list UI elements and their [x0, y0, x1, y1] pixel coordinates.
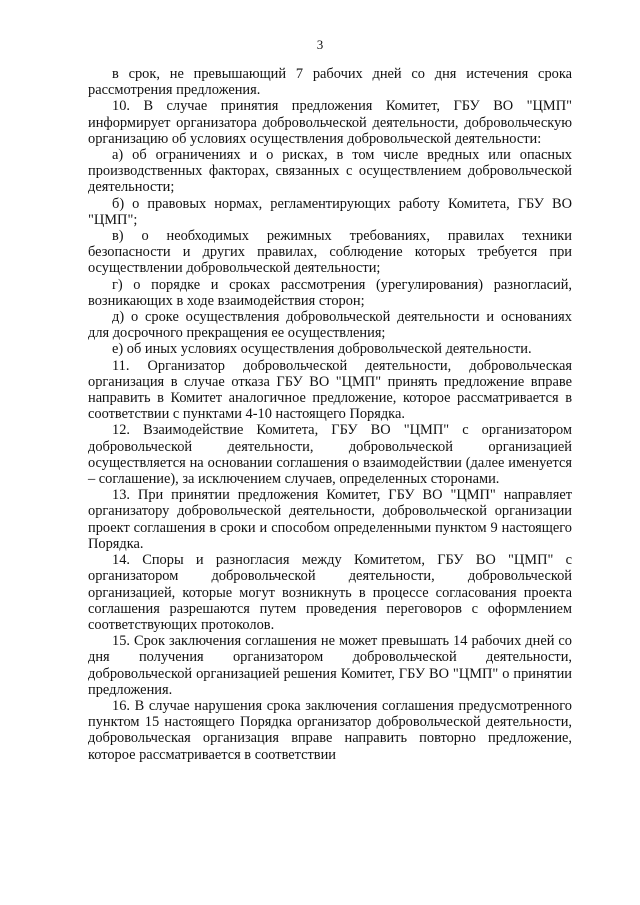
paragraph-11: 11. Организатор добровольческой деятельности, добровольческая организация в случае отказа ГБУ ВО "ЦМП" принять предложение вправе направить в Комитет аналогичное предложение, которое рассматривается в соответствии с пунктами 4-10 настоящего Порядка. [88, 357, 572, 423]
paragraph-10-a: а) об ограничениях и о рисках, в том числе вредных или опасных производственных факторах, связанных с осуществлением добровольческой деятельности; [88, 147, 572, 196]
document-body [88, 66, 572, 763]
paragraph-10-e: е) об иных условиях осуществления добровольческой деятельности. [112, 341, 532, 358]
paragraph-16: 16. В случае нарушения срока заключения соглашения предусмотренного пунктом 15 настоящего Порядка организатор добровольческой деятельности, добровольческая организация вправе направить повторно предложение, которое рассматривается в соответствии [88, 697, 572, 763]
paragraph-14: 14. Споры и разногласия между Комитетом, ГБУ ВО "ЦМП" с организатором добровольческой деятельности, добровольческой организацией, которые могут возникнуть в процессе согласования проекта соглашения разрешаются путем проведения переговоров с оформлением соответствующих протоколов. [88, 552, 572, 633]
paragraph-12: 12. Взаимодействие Комитета, ГБУ ВО "ЦМП" с организатором добровольческой деятельности, добровольческой организацией осуществляется на основании соглашения о взаимодействии (далее именуется – соглашение), за исключением случаев, определенных сторонами. [88, 422, 572, 488]
paragraph-10: 10. В случае принятия предложения Комитет, ГБУ ВО "ЦМП" информирует организатора добровольческой деятельности, добровольческую организацию об условиях осуществления добровольческой деятельности: [88, 98, 572, 147]
paragraph-10-g: г) о порядке и сроках рассмотрения (урегулирования) разногласий, возникающих в ходе взаимодействия сторон; [88, 276, 572, 309]
page-number: 3 [316, 37, 324, 52]
paragraph-13: 13. При принятии предложения Комитет, ГБУ ВО "ЦМП" направляет организатору добровольческой деятельности, добровольческой организации проект соглашения в сроки и способом определенными пунктом 9 настоящего Порядка. [88, 487, 572, 552]
paragraph-10-v: в) о необходимых режимных требованиях, правилах техники безопасности и других правилах, соблюдение которых требуется при осуществлении добровольческой деятельности; [88, 228, 572, 277]
paragraph-15: 15. Срок заключения соглашения не может превышать 14 рабочих дней со дня получения организатором добровольческой деятельности, добровольческой организацией решения Комитет, ГБУ ВО "ЦМП" о принятии предложения. [88, 633, 572, 698]
paragraph-10-b: б) о правовых нормах, регламентирующих работу Комитета, ГБУ ВО "ЦМП"; [88, 195, 572, 228]
paragraph-10-d: д) о сроке осуществления добровольческой деятельности и основаниях для досрочного прекращения ее осуществления; [88, 309, 572, 342]
paragraph-continuation: в срок, не превышающий 7 рабочих дней со дня истечения срока рассмотрения предложения. [88, 66, 572, 99]
